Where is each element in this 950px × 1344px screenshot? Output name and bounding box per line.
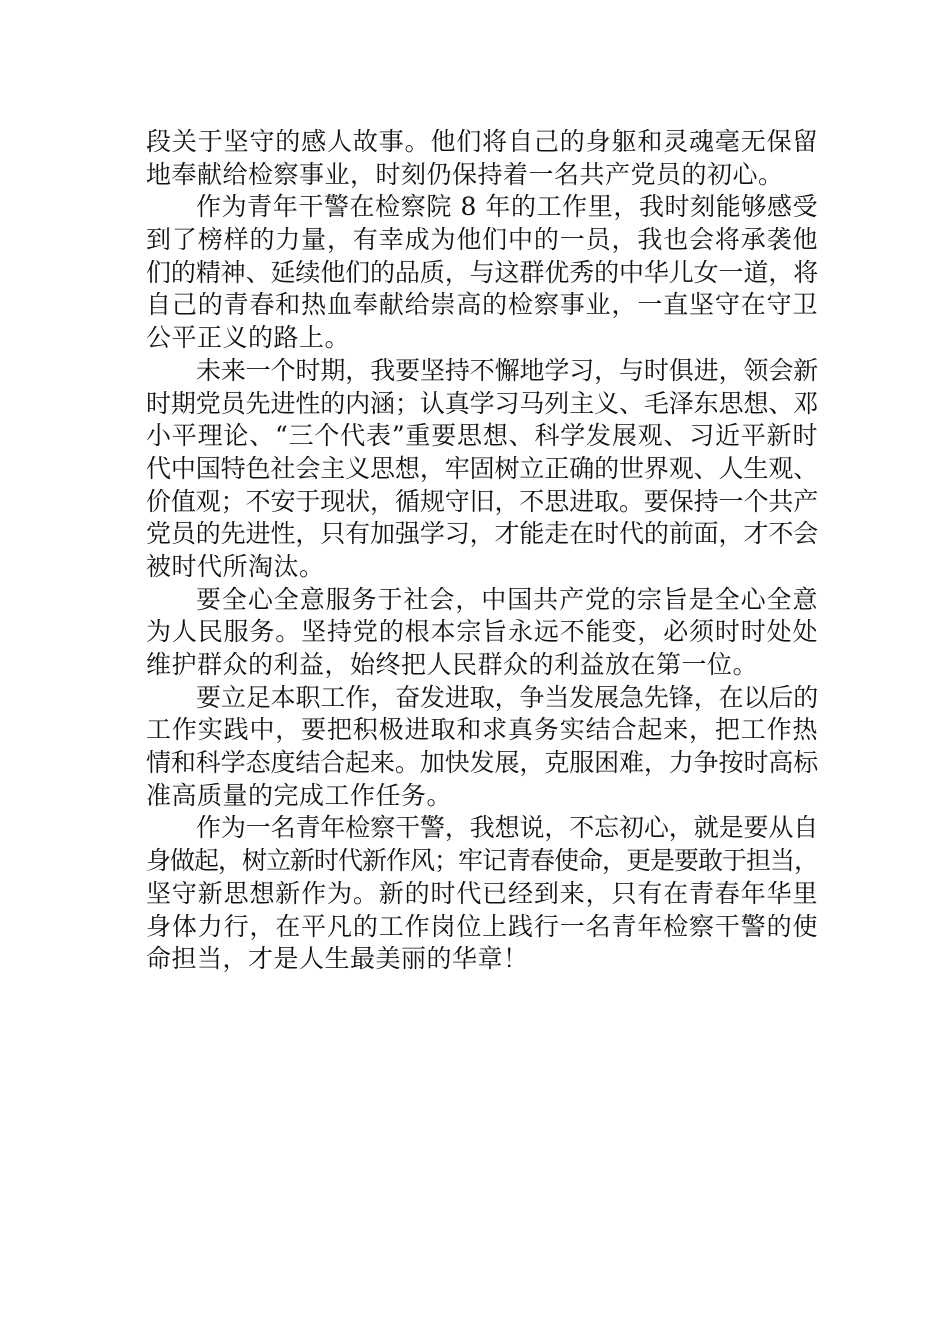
text-line: 到了榜样的力量，有幸成为他们中的一员，我也会将承袭他 xyxy=(146,225,818,255)
text-line: 小平理论、“三个代表”重要思想、科学发展观、习近平新时 xyxy=(146,421,818,451)
text-line: 身做起，树立新时代新作风；牢记青春使命，更是要敢于担当， xyxy=(146,846,819,876)
text-line: 自己的青春和热血奉献给崇高的检察事业，一直坚守在守卫 xyxy=(146,290,818,320)
text-line: 为人民服务。坚持党的根本宗旨永远不能变，必须时时处处 xyxy=(146,617,818,647)
text-line: 身体力行，在平凡的工作岗位上践行一名青年检察干警的使 xyxy=(146,911,818,941)
text-line: 价值观；不安于现状，循规守旧，不思进取。要保持一个共产 xyxy=(146,486,818,516)
document-body-text xyxy=(146,126,818,976)
text-line: 要全心全意服务于社会，中国共产党的宗旨是全心全意 xyxy=(196,584,818,614)
text-line: 时期党员先进性的内涵；认真学习马列主义、毛泽东思想、邓 xyxy=(146,388,818,418)
text-line: 要立足本职工作，奋发进取，争当发展急先锋，在以后的 xyxy=(196,682,818,712)
text-line: 准高质量的完成工作任务。 xyxy=(146,780,453,810)
text-line: 代中国特色社会主义思想，牢固树立正确的世界观、人生观、 xyxy=(146,453,818,483)
text-line: 维护群众的利益，始终把人民群众的利益放在第一位。 xyxy=(146,650,759,679)
text-line: 作为青年干警在检察院 8 年的工作里，我时刻能够感受 xyxy=(196,192,818,222)
text-line: 党员的先进性，只有加强学习，才能走在时代的前面，才不会 xyxy=(146,519,818,549)
text-line: 被时代所淘汰。 xyxy=(146,551,325,581)
text-line: 段关于坚守的感人故事。他们将自己的身躯和灵魂毫无保留 xyxy=(146,127,818,156)
text-line: 未来一个时期，我要坚持不懈地学习，与时俱进，领会新 xyxy=(196,355,818,385)
text-line: 们的精神、延续他们的品质，与这群优秀的中华儿女一道，将 xyxy=(146,257,818,287)
text-line: 作为一名青年检察干警，我想说，不忘初心，就是要从自 xyxy=(196,813,818,843)
text-line: 工作实践中，要把积极进取和求真务实结合起来，把工作热 xyxy=(146,715,818,745)
text-line: 公平正义的路上。 xyxy=(146,323,351,353)
text-line: 命担当，才是人生最美丽的华章！ xyxy=(146,944,529,974)
text-line: 地奉献给检察事业，时刻仍保持着一名共产党员的初心。 xyxy=(146,159,784,189)
text-line: 坚守新思想新作为。新的时代已经到来，只有在青春年华里 xyxy=(146,878,818,908)
text-line: 情和科学态度结合起来。加快发展，克服困难，力争按时高标 xyxy=(146,748,818,778)
